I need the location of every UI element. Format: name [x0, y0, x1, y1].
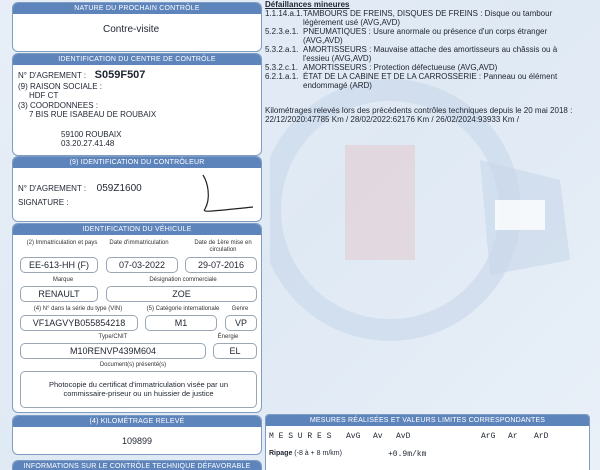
mesures-header: MESURES RÉALISÉES ET VALEURS LIMITES CORRESPONDANTES — [266, 415, 589, 426]
docs-field — [20, 371, 257, 408]
defaillance-item — [265, 72, 590, 81]
controleur-agrement-value: 059Z1600 — [96, 183, 142, 194]
km-history-line1: Kilométrages relevés lors des précédents contrôles techniques depuis le 20 mai 2018 : — [265, 106, 573, 115]
energie-field: EL — [213, 343, 257, 359]
defaillance-item — [265, 27, 590, 36]
defaillance-code: 6.2.1.a.1. — [265, 72, 299, 81]
signature-stroke — [163, 173, 258, 218]
vehicule-box — [12, 223, 262, 413]
defaillance-text-cont: l'essieu (AVG,AVD) — [303, 54, 372, 63]
next-visit-box — [12, 2, 262, 52]
docs-line2: commissaire-priseur ou un huissier de justice — [63, 389, 214, 398]
centre-agrement-label: N° D'AGREMENT : — [18, 71, 87, 80]
defaillance-code: 1.1.14.a.1. — [265, 9, 303, 18]
date-immat-field: 07-03-2022 — [106, 257, 178, 273]
ripage-range: (-8 à + 8 m/km) — [294, 450, 342, 457]
categorie-field: M1 — [145, 315, 217, 331]
defaillance-text: TAMBOURS DE FREINS, DISQUES DE FREINS : Disque ou tambour — [303, 9, 553, 18]
defaillance-item — [265, 9, 590, 18]
mesure-column-header: ArG — [481, 432, 496, 441]
date-immat-label: Date d'immatriculation — [109, 240, 169, 246]
centre-phone: 03.20.27.41.48 — [61, 139, 115, 148]
docs-line1: Photocopie du certificat d'immatriculation visée par un — [48, 380, 229, 389]
immat-field: EE-613-HH (F) — [20, 257, 98, 273]
defaillance-code: 5.2.3.e.1. — [265, 27, 299, 36]
energie-label: Énergie — [217, 334, 239, 340]
defaillance-code: 5.3.2.c.1. — [265, 63, 298, 72]
defaillance-text-cont: légèrement usé (AVG,AVD) — [303, 18, 401, 27]
centre-coord-label: (3) COORDONNEES : — [18, 101, 99, 110]
controleur-header: (9) IDENTIFICATION DU CONTRÔLEUR — [13, 157, 261, 168]
mesures-box — [265, 414, 590, 470]
genre-field: VP — [225, 315, 257, 331]
next-visit-value: Contre-visite — [103, 24, 160, 35]
ripage-label: Ripage — [269, 450, 293, 457]
mesure-column-header: AvD — [396, 432, 411, 441]
controleur-signature-label: SIGNATURE : — [18, 198, 69, 207]
type-field: M10RENVP439M604 — [20, 343, 206, 359]
mesure-column-header: Ar — [508, 432, 518, 441]
kilometrage-header: (4) KILOMÉTRAGE RELEVÉ — [13, 416, 261, 427]
centre-address: 7 BIS RUE ISABEAU DE ROUBAIX — [29, 110, 157, 119]
defaillance-text: AMORTISSEURS : Mauvaise attache des amortisseurs au châssis ou à — [303, 45, 558, 54]
immat-label: (2) Immatriculation et pays — [26, 240, 98, 246]
vehicule-header: IDENTIFICATION DU VÉHICULE — [13, 224, 261, 235]
controleur-agrement-label: N° D'AGREMENT : — [18, 184, 87, 193]
defaillance-item — [265, 45, 590, 54]
km-history-line2: 22/12/2020:47785 Km / 28/02/2022:62176 Km / 26/02/2024:93933 Km / — [265, 115, 519, 124]
date-circ-label: Date de 1ère mise en circulation — [194, 240, 252, 253]
defaillances-title: Défaillances mineures — [265, 0, 350, 9]
centre-raison-value: HDF CT — [29, 91, 59, 100]
watermark-car-emblem — [270, 50, 590, 350]
defaillance-text: PNEUMATIQUES : Usure anormale ou présence d'un corps étranger — [303, 27, 548, 36]
vin-label: (4) N° dans la série du type (VIN) — [33, 306, 123, 312]
infos-header: INFORMATIONS SUR LE CONTRÔLE TECHNIQUE DÉFAVORABLE — [13, 461, 261, 470]
ripage-value: +0.9m/km — [388, 450, 427, 459]
defaillances-list — [265, 9, 590, 90]
mesures-label: M E S U R E S — [269, 432, 332, 441]
docs-label: Document(s) présenté(s) — [99, 362, 167, 368]
mesure-column-header: AvG — [346, 432, 361, 441]
date-circ-field: 29-07-2016 — [185, 257, 257, 273]
marque-label: Marque — [52, 277, 74, 283]
controleur-box — [12, 156, 262, 222]
type-label: Type/CNIT — [98, 334, 128, 340]
mesure-column-header: ArD — [534, 432, 549, 441]
marque-field: RENAULT — [20, 286, 98, 302]
centre-raison-label: (9) RAISON SOCIALE : — [18, 82, 103, 91]
genre-label: Genre — [231, 306, 249, 312]
centre-agrement-value: S059F507 — [94, 69, 146, 81]
next-visit-header: NATURE DU PROCHAIN CONTRÔLE — [13, 3, 261, 14]
mesure-column-header: Av — [373, 432, 383, 441]
defaillance-text-cont: endommagé (ARD) — [303, 81, 372, 90]
defaillance-text-cont: (AVG,AVD) — [303, 36, 343, 45]
defaillance-code: 5.3.2.a.1. — [265, 45, 299, 54]
defaillance-item — [265, 63, 590, 72]
kilometrage-box — [12, 415, 262, 455]
kilometrage-value: 109899 — [121, 436, 153, 446]
defaillance-text: AMORTISSEURS : Protection défectueuse (AVG,AVD) — [303, 63, 498, 72]
categorie-label: (5) Catégorie internationale — [146, 306, 220, 312]
designation-field: ZOE — [106, 286, 257, 302]
centre-city: 59100 ROUBAIX — [61, 130, 122, 139]
infos-box — [12, 460, 262, 470]
centre-header: IDENTIFICATION DU CENTRE DE CONTRÔLE — [13, 54, 261, 65]
defaillance-text: ÉTAT DE LA CABINE ET DE LA CARROSSERIE : Panneau ou élément — [303, 72, 558, 81]
designation-label: Désignation commerciale — [149, 277, 217, 283]
vin-field: VF1AGVYB055854218 — [20, 315, 138, 331]
centre-box — [12, 53, 262, 156]
